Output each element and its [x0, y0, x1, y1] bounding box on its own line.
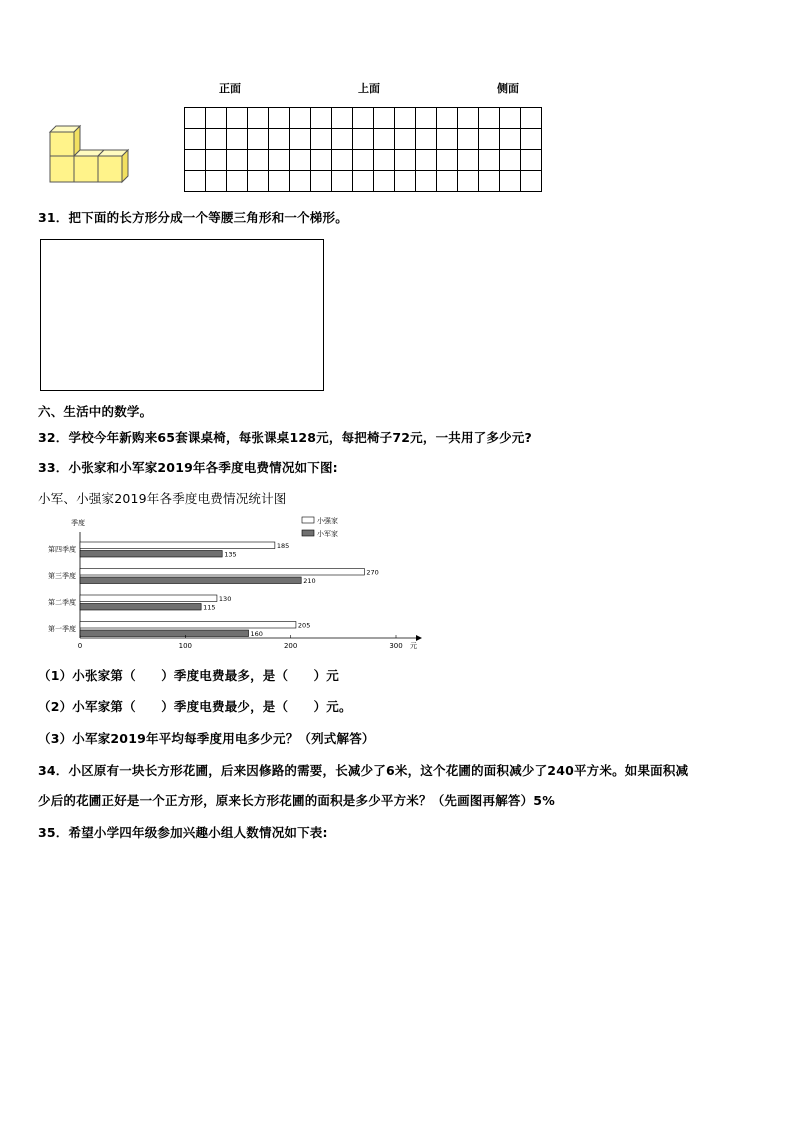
x-axis-arrow	[416, 635, 422, 641]
x-tick-label: 300	[389, 642, 403, 650]
question-33: 33．小张家和小军家2019年各季度电费情况如下图:	[38, 460, 338, 475]
grid-row[interactable]	[185, 150, 542, 171]
grid-cell[interactable]	[395, 150, 416, 171]
grid-cell[interactable]	[290, 108, 311, 129]
grid-cell[interactable]	[185, 108, 206, 129]
bar-value-label: 210	[303, 577, 316, 585]
grid-cell[interactable]	[437, 150, 458, 171]
bar-xiaoqiang	[80, 595, 217, 602]
grid-cell[interactable]	[248, 150, 269, 171]
grid-cell[interactable]	[227, 171, 248, 192]
grid-cell[interactable]	[416, 129, 437, 150]
grid-cell[interactable]	[290, 171, 311, 192]
x-tick-label: 200	[283, 642, 298, 650]
cube-side-face	[122, 150, 128, 182]
grid-row[interactable]	[185, 129, 542, 150]
grid-cell[interactable]	[227, 129, 248, 150]
grid-row[interactable]	[185, 171, 542, 192]
question-34-line-2: 少后的花圃正好是一个正方形，原来长方形花圃的面积是多少平方米？（先画图再解答）5%	[38, 793, 555, 808]
question-35: 35．希望小学四年级参加兴趣小组人数情况如下表:	[38, 825, 328, 840]
grid-cell[interactable]	[311, 108, 332, 129]
grid-cell[interactable]	[185, 129, 206, 150]
grid-cell[interactable]	[353, 171, 374, 192]
grid-cell[interactable]	[479, 150, 500, 171]
cube-front-face	[74, 156, 98, 182]
grid-cell[interactable]	[416, 108, 437, 129]
grid-cell[interactable]	[206, 150, 227, 171]
bar-value-label: 205	[297, 621, 311, 630]
bar-value-label: 185	[276, 542, 290, 550]
top-view-label: 上面	[358, 82, 380, 95]
chart-y-label: 季度	[71, 519, 85, 527]
grid-cell[interactable]	[500, 108, 521, 129]
grid-cell[interactable]	[353, 150, 374, 171]
bar-xiaojun	[80, 604, 201, 611]
grid-cell[interactable]	[269, 108, 290, 129]
grid-cell[interactable]	[374, 108, 395, 129]
cube-front-face	[50, 132, 74, 156]
legend-swatch-xiaojun	[302, 530, 314, 536]
rectangle-drawing-area[interactable]	[40, 239, 324, 391]
bar-xiaoqiang	[80, 622, 296, 629]
question-33-part-3: （3）小军家2019年平均每季度用电多少元？（列式解答）	[38, 731, 375, 746]
grid-cell[interactable]	[248, 171, 269, 192]
grid-cell[interactable]	[353, 129, 374, 150]
grid-cell[interactable]	[416, 150, 437, 171]
bar-xiaoqiang	[80, 542, 275, 549]
grid-cell[interactable]	[290, 129, 311, 150]
bar-value-label: 130	[218, 595, 232, 603]
grid-cell[interactable]	[185, 171, 206, 192]
grid-cell[interactable]	[395, 108, 416, 129]
chart-x-label: 元	[410, 642, 417, 650]
grid-cell[interactable]	[395, 129, 416, 150]
grid-cell[interactable]	[521, 171, 542, 192]
grid-cell[interactable]	[311, 129, 332, 150]
grid-cell[interactable]	[437, 108, 458, 129]
x-tick-label: 0	[77, 642, 83, 650]
category-label: 第三季度	[48, 572, 76, 580]
grid-cell[interactable]	[353, 108, 374, 129]
grid-cell[interactable]	[374, 171, 395, 192]
bar-xiaojun	[80, 551, 222, 558]
chart-title: 小军、小强家2019年各季度电费情况统计图	[38, 491, 287, 506]
cube-front-face	[98, 156, 122, 182]
front-view-label: 正面	[219, 82, 241, 95]
question-33-part-2: （2）小军家第（ ）季度电费最少，是（ ）元。	[38, 699, 352, 714]
grid-cell[interactable]	[479, 171, 500, 192]
bar-xiaoqiang	[80, 569, 364, 576]
grid-cell[interactable]	[269, 150, 290, 171]
grid-cell[interactable]	[500, 171, 521, 192]
grid-cell[interactable]	[248, 108, 269, 129]
grid-cell[interactable]	[206, 171, 227, 192]
legend-swatch-xiaoqiang	[302, 517, 314, 523]
drawing-grid[interactable]	[184, 107, 542, 192]
grid-cell[interactable]	[500, 150, 521, 171]
section-6-heading: 六、生活中的数学。	[38, 404, 153, 419]
question-32: 32．学校今年新购来65套课桌椅，每张课桌128元，每把椅子72元，一共用了多少元?	[38, 430, 532, 445]
bar-value-label: 160	[250, 630, 263, 638]
grid-cell[interactable]	[269, 171, 290, 192]
grid-cell[interactable]	[395, 171, 416, 192]
question-31: 31．把下面的长方形分成一个等腰三角形和一个梯形。	[38, 210, 348, 225]
grid-cell[interactable]	[227, 150, 248, 171]
bar-value-label: 115	[203, 603, 216, 612]
grid-cell[interactable]	[479, 108, 500, 129]
grid-cell[interactable]	[521, 150, 542, 171]
legend-label-xiaojun: 小军家	[317, 530, 338, 538]
legend-label-xiaoqiang: 小强家	[317, 517, 338, 525]
bar-xiaojun	[80, 577, 301, 584]
question-34-line-1: 34．小区原有一块长方形花圃，后来因修路的需要，长减少了6米，这个花圃的面积减少了240平方米。如果面积减	[38, 763, 689, 778]
cube-front-face	[50, 156, 74, 182]
grid-cell[interactable]	[521, 129, 542, 150]
x-tick-label: 100	[178, 642, 193, 650]
question-33-part-1: （1）小张家第（ ）季度电费最多，是（ ）元	[38, 668, 339, 683]
category-label: 第二季度	[48, 598, 76, 607]
bar-value-label: 270	[366, 568, 379, 577]
grid-cell[interactable]	[416, 171, 437, 192]
category-label: 第四季度	[48, 545, 76, 554]
grid-cell[interactable]	[332, 150, 353, 171]
grid-cell[interactable]	[374, 150, 395, 171]
cube-figure	[44, 122, 136, 188]
grid-cell[interactable]	[206, 129, 227, 150]
grid-cell[interactable]	[521, 108, 542, 129]
grid-cell[interactable]	[437, 171, 458, 192]
grid-cell[interactable]	[332, 129, 353, 150]
grid-cell[interactable]	[332, 108, 353, 129]
grid-cell[interactable]	[479, 129, 500, 150]
grid-cell[interactable]	[185, 150, 206, 171]
grid-cell[interactable]	[458, 171, 479, 192]
grid-cell[interactable]	[269, 129, 290, 150]
grid-cell[interactable]	[248, 129, 269, 150]
grid-cell[interactable]	[437, 129, 458, 150]
grid-row[interactable]	[185, 108, 542, 129]
grid-cell[interactable]	[374, 129, 395, 150]
grid-cell[interactable]	[311, 150, 332, 171]
grid-cell[interactable]	[206, 108, 227, 129]
electricity-bar-chart	[36, 512, 426, 654]
grid-cell[interactable]	[227, 108, 248, 129]
grid-cell[interactable]	[311, 171, 332, 192]
grid-cell[interactable]	[458, 150, 479, 171]
bar-value-label: 135	[224, 550, 237, 559]
grid-cell[interactable]	[500, 129, 521, 150]
side-view-label: 侧面	[497, 82, 519, 95]
grid-cell[interactable]	[458, 129, 479, 150]
grid-cell[interactable]	[290, 150, 311, 171]
category-label: 第一季度	[48, 625, 76, 633]
grid-cell[interactable]	[332, 171, 353, 192]
bar-xiaojun	[80, 630, 249, 637]
grid-cell[interactable]	[458, 108, 479, 129]
